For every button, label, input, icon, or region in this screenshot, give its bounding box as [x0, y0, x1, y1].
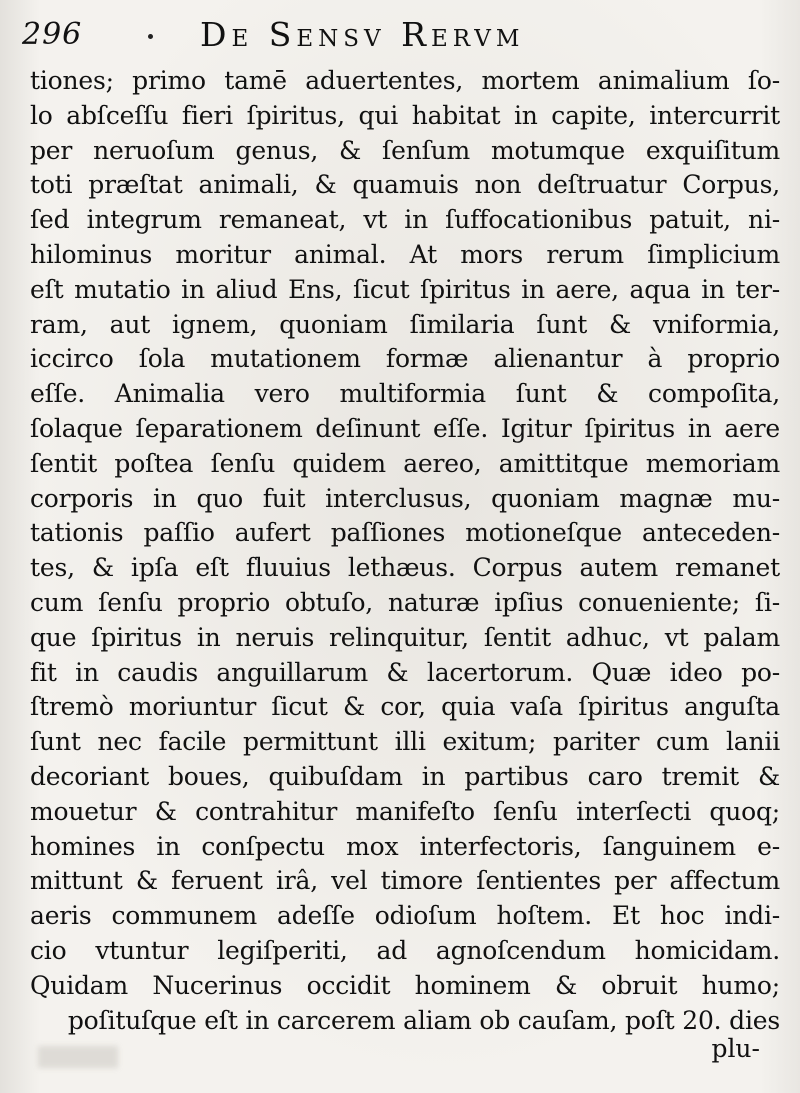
text-line: poſituſque eſt in carcerem aliam ob cauſam, poſt 20. dies — [67, 1005, 780, 1035]
text-line: corporis in quo fuit interclusus, quoniam magnæ mu- — [30, 483, 780, 513]
header-ornament-dot — [148, 34, 153, 39]
text-line: ſunt nec facile permittunt illi exitum; pariter cum lanii — [30, 727, 780, 757]
text-line: eſt mutatio in aliud Ens, ſicut ſpiritus in aere, aqua in ter- — [30, 274, 780, 304]
catchword: plu- — [711, 1034, 760, 1063]
text-line: eſſe. Animalia vero multiformia ſunt & compoſita, — [30, 379, 780, 409]
text-line: ſolaque ſeparationem deſinunt eſſe. Igitur ſpiritus in aere — [30, 413, 780, 443]
text-line: hilominus moritur animal. At mors rerum ſimplicium — [30, 239, 780, 269]
text-line: ſed integrum remaneat, vt in ſuffocationibus patuit, ni- — [30, 205, 780, 235]
text-line: ſtremò moriuntur ſicut & cor, quia vaſa ſpiritus anguſta — [30, 692, 780, 722]
text-line: cio vtuntur legiſperiti, ad agnoſcendum homicidam. — [30, 935, 780, 965]
text-line: lo abſceſſu fieri ſpiritus, qui habitat in capite, intercurrit — [30, 100, 780, 130]
text-line: tationis paſſio aufert paſſiones motioneſque anteceden- — [30, 518, 780, 548]
running-title: De Sensv Rervm — [200, 15, 525, 54]
page-number: 296 — [22, 17, 83, 52]
text-line: toti præſtat animali, & quamuis non deſtruatur Corpus, — [30, 170, 780, 200]
text-line: tiones; primo tamē aduertentes, mortem animalium ſo- — [30, 66, 780, 95]
text-line: per neruoſum genus, & ſenſum motumque exquiſitum — [30, 135, 780, 165]
text-line: fit in caudis anguillarum & lacertorum. Quæ ideo po- — [30, 657, 780, 687]
text-line: ram, aut ignem, quoniam ſimilaria ſunt & vniformia, — [30, 309, 780, 339]
text-line: mouetur & contrahitur manifeſto ſenſu interſecti quoq; — [30, 796, 780, 826]
ink-bleed-smudge — [38, 1046, 118, 1068]
page-header — [0, 14, 800, 58]
text-line: Quidam Nucerinus occidit hominem & obruit humo; — [30, 970, 780, 1000]
text-line: homines in conſpectu mox interfectoris, ſanguinem e- — [30, 831, 780, 861]
text-line: tes, & ipſa eſt fluuius lethæus. Corpus autem remanet — [30, 553, 780, 583]
text-line: cum ſenſu proprio obtuſo, naturæ ipſius conueniente; ſi- — [30, 587, 780, 617]
text-line: mittunt & feruent irâ, vel timore ſentientes per affectum — [30, 866, 780, 896]
body-text — [30, 64, 780, 1038]
text-line: ſentit poſtea ſenſu quidem aereo, amittitque memoriam — [30, 448, 780, 478]
text-line: decoriant boues, quibuſdam in partibus caro tremit & — [30, 761, 780, 791]
text-line: aeris communem adeſſe odioſum hoſtem. Et hoc indi- — [30, 901, 780, 931]
text-line: iccirco ſola mutationem formæ alienantur à proprio — [30, 344, 780, 374]
text-line: que ſpiritus in neruis relinquitur, ſentit adhuc, vt palam — [30, 622, 780, 652]
